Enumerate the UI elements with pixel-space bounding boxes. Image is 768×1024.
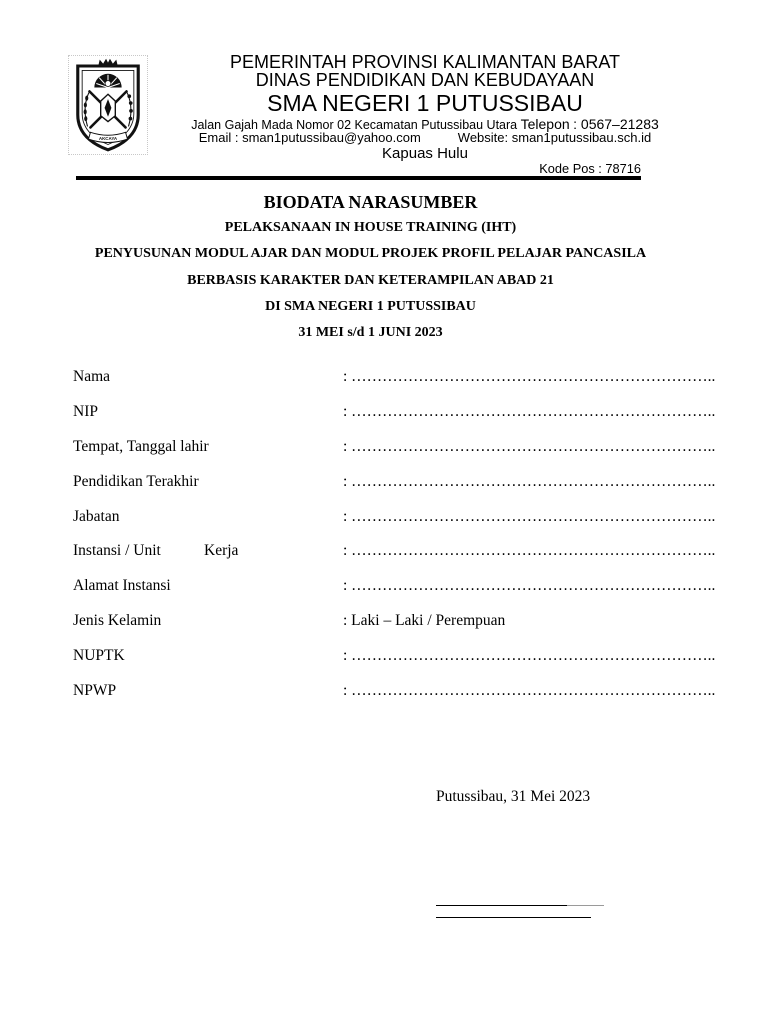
subtitle-line: DI SMA NEGERI 1 PUTUSSIBAU [265,299,476,314]
field-blank: : …………………………………………………………….. [343,507,716,525]
field-label: Alamat Instansi [73,577,171,595]
field-label: NUPTK [73,647,125,665]
form-row-institution-address [73,576,716,611]
school-name: SMA NEGERI 1 PUTUSSIBAU [267,90,583,116]
field-blank: : …………………………………………………………….. [343,437,716,455]
phone-label: Telepon [520,116,570,132]
place-and-date: Putussibau, 31 Mei 2023 [436,788,591,805]
subtitle-line: PELAKSANAAN IN HOUSE TRAINING (IHT) [224,220,517,235]
field-blank: : …………………………………………………………….. [343,402,716,420]
subtitle-line: PENYUSUNAN MODUL AJAR DAN MODUL PROJEK PROFIL PELAJAR PANCASILA [94,246,647,261]
field-label: Jabatan [73,507,120,525]
document-title: BIODATA NARASUMBER [263,192,478,212]
form-row-institution [73,541,716,576]
government-line: PEMERINTAH PROVINSI KALIMANTAN BARAT [229,52,621,72]
field-blank: : …………………………………………………………….. [343,682,716,700]
field-label: Pendidikan Terakhir [73,472,199,490]
form-row-nama [73,367,716,402]
phone-number: : 0567–21283 [573,116,659,132]
department-line: DINAS PENDIDIKAN DAN KEBUDAYAAN [255,70,595,90]
field-label: NPWP [73,682,117,700]
field-blank: : …………………………………………………………….. [343,542,716,560]
signature-name-underline [436,917,591,918]
subtitle-line: BERBASIS KARAKTER DAN KETERAMPILAN ABAD 21 [187,273,554,288]
form-row-birth [73,437,716,472]
field-label: Nama [73,368,111,385]
email-text: Email : sman1putussibau@yahoo.com [198,130,421,145]
gender-options: : Laki – Laki / Perempuan [343,612,506,630]
field-blank: : …………………………………………………………….. [343,577,716,595]
field-label: Tempat, Tanggal lahir [73,437,209,455]
form-row-nuptk [73,646,716,681]
field-label-end: Kerja [204,542,239,560]
form-row-gender [73,611,693,646]
website-text: Website: sman1putussibau.sch.id [457,130,652,145]
signature-line [436,905,567,906]
biodata-form [73,367,716,716]
contact-line [150,130,700,146]
event-date: 31 MEI s/d 1 JUNI 2023 [298,325,443,340]
signature-line-extension [567,905,604,906]
school-logo [68,55,148,155]
provincial-emblem-icon [69,56,147,154]
dayak-shield [101,94,116,121]
field-label: Instansi / Unit [73,542,161,560]
crown-shape [98,59,118,66]
field-blank: : …………………………………………………………….. [343,647,716,665]
field-blank: : …………………………………………………………….. [343,368,716,385]
postal-code: Kode Pos : 78716 [539,161,641,176]
form-row-npwp [73,681,716,716]
logo-motto: AKCAYA [98,136,118,142]
field-blank: : …………………………………………………………….. [343,472,716,490]
field-label: NIP [73,402,98,420]
letterhead-divider [76,176,641,180]
address-text: Jalan Gajah Mada Nomor 02 Kecamatan Putussibau Utara [191,118,518,132]
form-row-nip [73,402,716,437]
field-label: Jenis Kelamin [73,612,162,630]
regency-text: Kapuas Hulu [382,145,468,162]
form-row-position [73,507,716,542]
form-row-education [73,472,716,507]
